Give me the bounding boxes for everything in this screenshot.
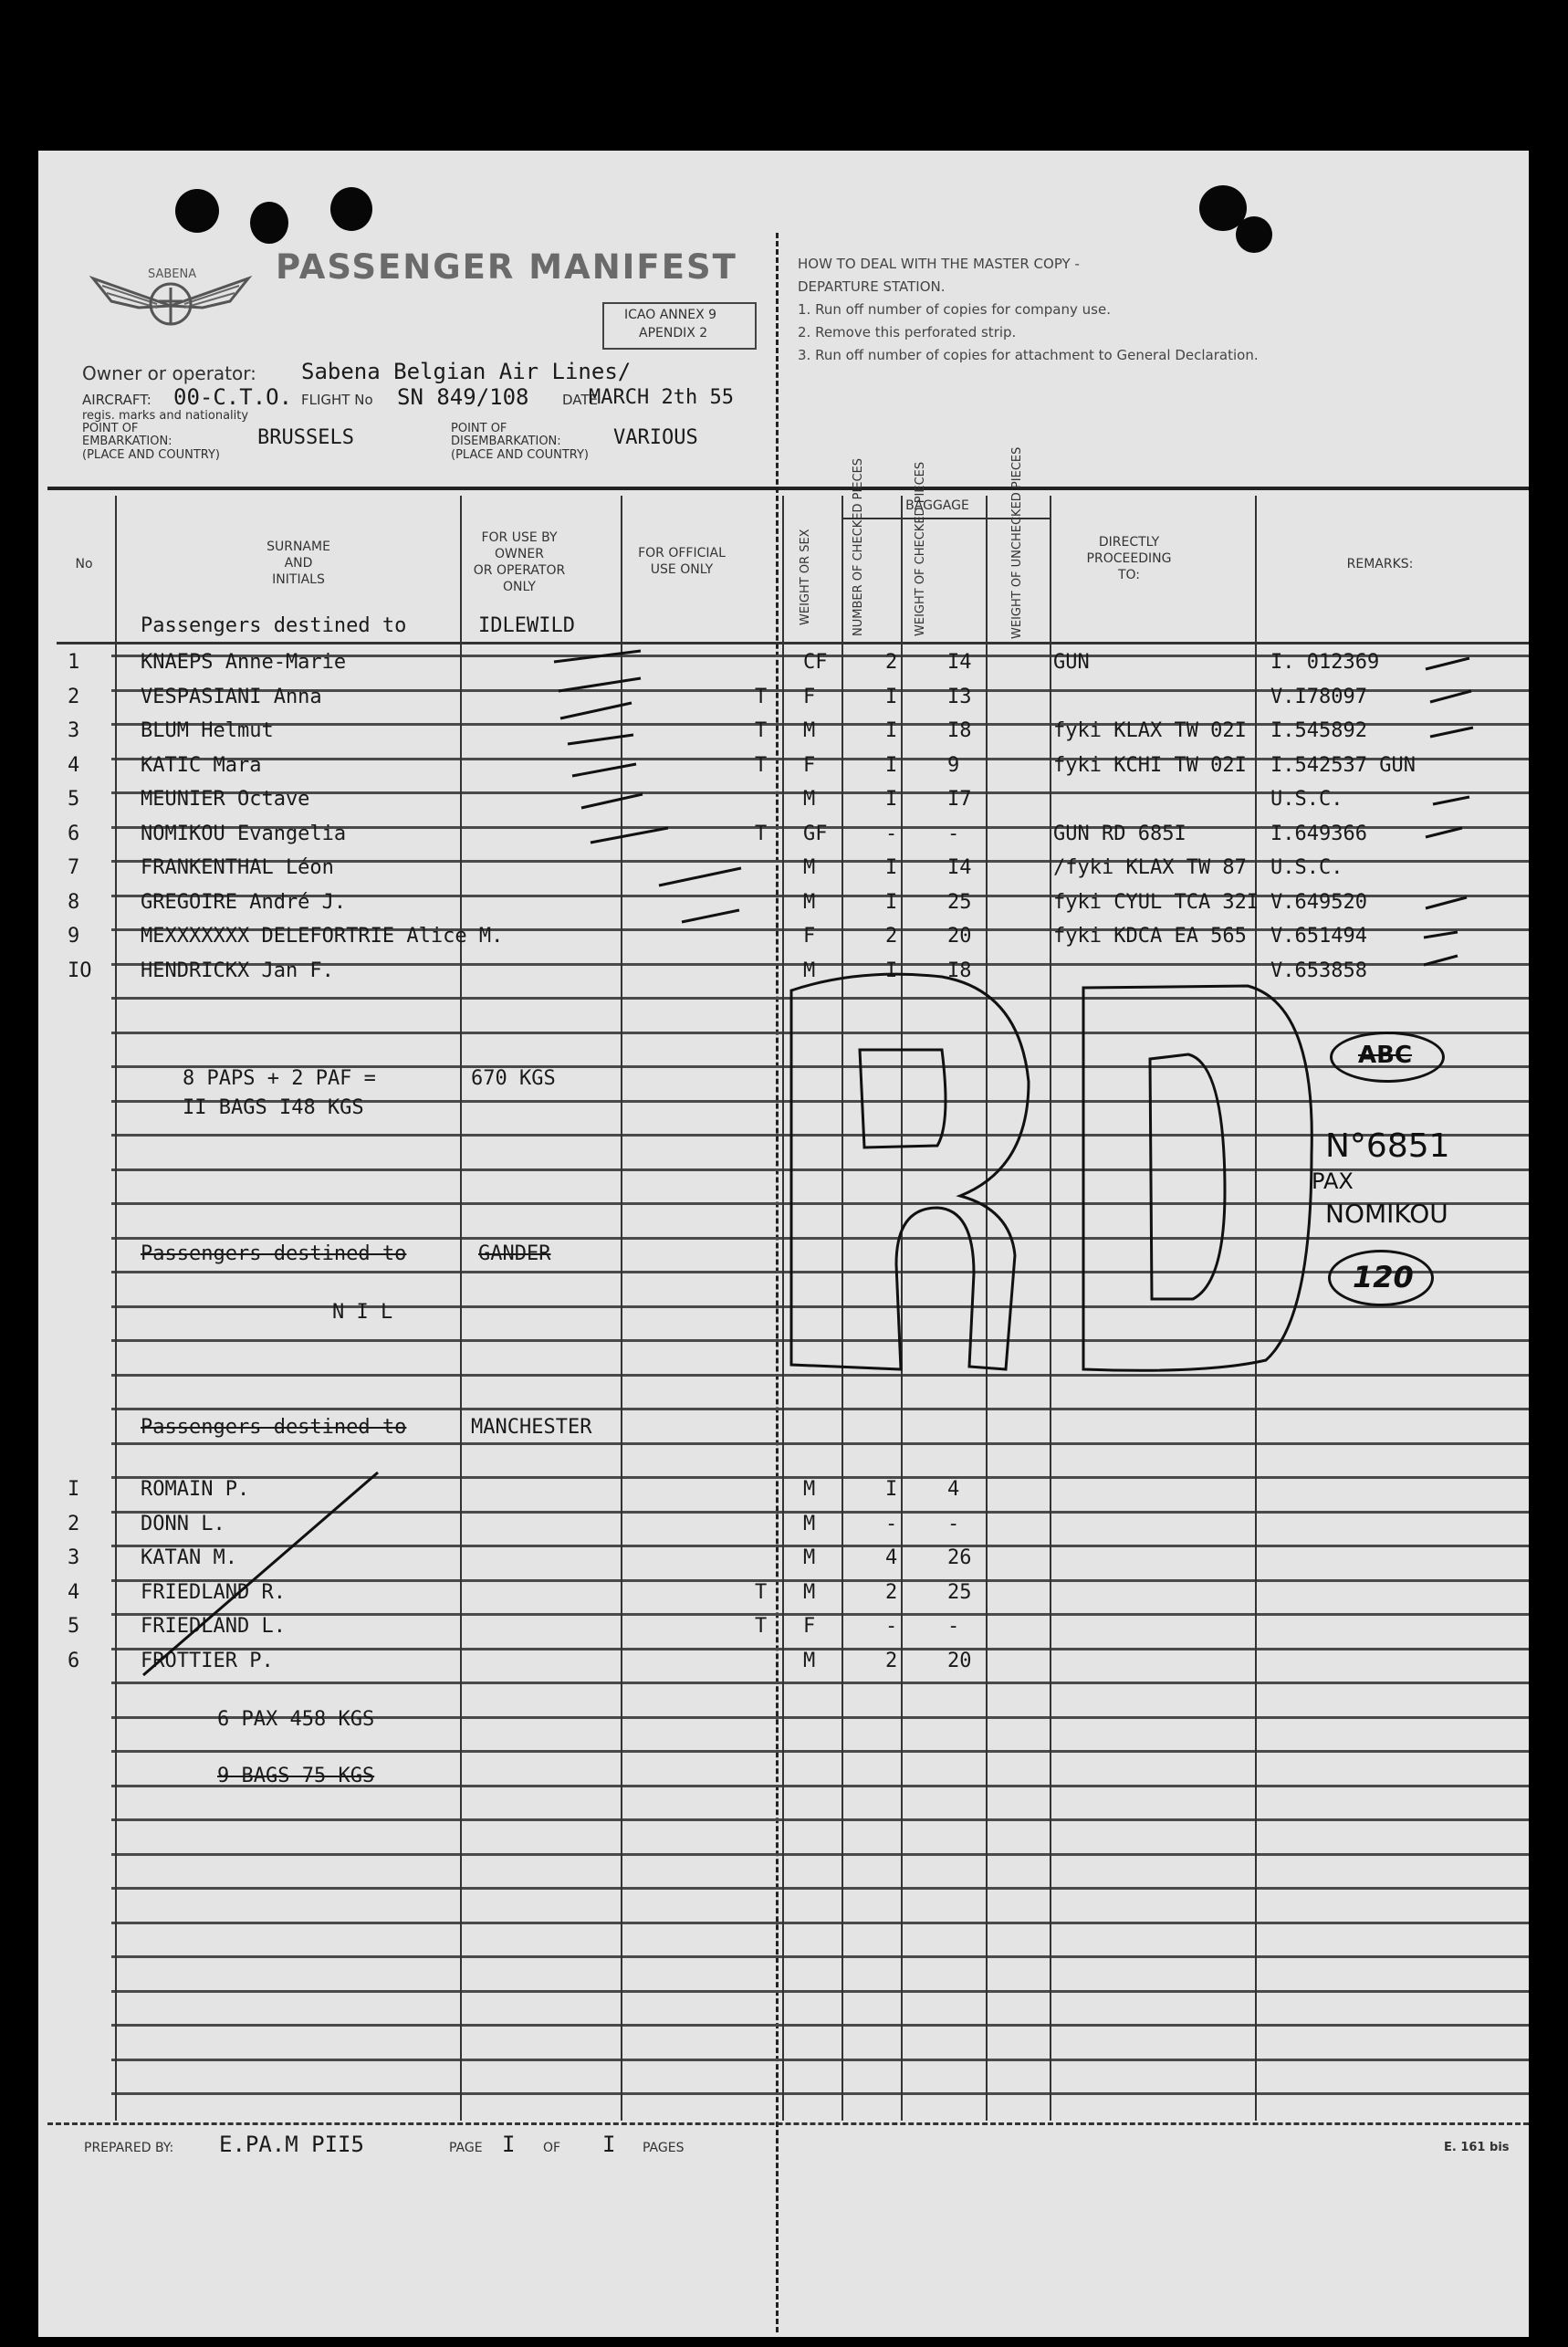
baggage-rule: [841, 518, 1050, 519]
page-value: I: [502, 2132, 516, 2157]
cell-name: GREGOIRE André J.: [141, 890, 347, 914]
table-rule: [111, 1032, 1529, 1034]
cell-name: KATIC Mara: [141, 753, 262, 777]
cell-sex: M: [803, 1580, 816, 1604]
cell-no: 4: [68, 1580, 80, 1604]
cell-remark: U.S.C.: [1270, 856, 1343, 879]
cell-name: FRIEDLAND R.: [141, 1580, 286, 1604]
date-label: DATE: [562, 392, 599, 408]
cell-sex: M: [803, 1649, 816, 1672]
table-rule: [111, 1305, 1529, 1308]
nil-text: N I L: [332, 1301, 393, 1324]
cell-wt: I3: [947, 685, 972, 708]
cell-name: DONN L.: [141, 1512, 225, 1535]
cell-sex: F: [803, 925, 816, 948]
disembark-sub: (PLACE AND COUNTRY): [451, 448, 590, 462]
cell-wt: -: [947, 1512, 960, 1535]
header-rule: [57, 642, 1529, 644]
form-code: E. 161 bis: [1444, 2141, 1510, 2154]
cell-no: 5: [68, 788, 80, 811]
punch-hole: [175, 189, 219, 233]
aircraft-value: 00-C.T.O.: [173, 384, 293, 410]
section-label: Passengers destined to: [141, 614, 407, 637]
table-rule: [111, 1682, 1529, 1684]
flight-label: FLIGHT No: [301, 392, 373, 408]
cell-remark: V.I78097: [1270, 685, 1367, 708]
cell-pcs: I: [885, 685, 898, 708]
col-owner-line: FOR USE BY: [481, 530, 558, 545]
annotation-name: NOMIKOU: [1325, 1199, 1448, 1229]
instruction-line: HOW TO DEAL WITH THE MASTER COPY -: [798, 256, 1080, 272]
total-weight: 670 KGS: [471, 1067, 556, 1090]
table-rule: [111, 2092, 1529, 2095]
annotation-pax: PAX: [1312, 1168, 1354, 1194]
owner-label: Owner or operator:: [82, 362, 256, 384]
table-column-divider: [841, 496, 843, 2121]
date-value: MARCH 2th 55: [589, 386, 734, 409]
cell-sex: M: [803, 1478, 816, 1501]
cell-name: VESPASIANI Anna: [141, 685, 322, 708]
cell-pcs: I: [885, 788, 898, 811]
cell-pcs: 4: [885, 1546, 898, 1569]
cell-sex: M: [803, 1546, 816, 1569]
of-label: OF: [543, 2141, 561, 2155]
col-owner-line: OR OPERATOR: [473, 563, 566, 578]
circled-number: [1328, 1250, 1434, 1306]
cell-pcs: I: [885, 1478, 898, 1501]
cell-no: 2: [68, 1512, 80, 1535]
table-rule: [111, 1237, 1529, 1240]
table-column-divider: [986, 496, 988, 2121]
prepared-label: PREPARED BY:: [84, 2141, 174, 2155]
section-destination: IDLEWILD: [478, 614, 575, 637]
cell-dir: fyki KLAX TW 02I: [1053, 719, 1247, 742]
icao-box: [602, 302, 757, 350]
cell-t: T: [755, 685, 768, 708]
cell-remark: I.542537 GUN: [1270, 753, 1416, 777]
disembark-value: VARIOUS: [613, 426, 698, 449]
col-baggage: BAGGAGE: [905, 498, 969, 513]
cell-no: 1: [68, 651, 80, 674]
table-top-border: [47, 487, 1529, 490]
cell-no: IO: [68, 959, 92, 982]
cell-dir: fyki CYUL TCA 32I: [1053, 890, 1260, 914]
cell-name: HENDRICKX Jan F.: [141, 959, 334, 982]
table-rule: [111, 1818, 1529, 1821]
table-rule: [111, 1955, 1529, 1958]
cell-pcs: -: [885, 1512, 898, 1535]
circled-code: [1330, 1032, 1445, 1083]
col-weight-sex: WEIGHT OR SEX: [799, 529, 812, 625]
cell-pcs: 2: [885, 651, 898, 674]
cell-name: BLUM Helmut: [141, 719, 274, 742]
instruction-line: 3. Run off number of copies for attachment to General Declaration.: [798, 347, 1259, 363]
instruction-line: 1. Run off number of copies for company use.: [798, 301, 1111, 318]
footer-border: [47, 2122, 1529, 2125]
cell-no: 2: [68, 685, 80, 708]
cell-wt: 9: [947, 753, 960, 777]
cell-pcs: I: [885, 890, 898, 914]
col-official-use: [622, 545, 741, 578]
sabena-logo: [84, 251, 257, 342]
cell-wt: 20: [947, 1649, 972, 1672]
cell-no: 3: [68, 719, 80, 742]
table-rule: [111, 1922, 1529, 1924]
table-rule: [111, 1853, 1529, 1856]
cell-wt: 25: [947, 890, 972, 914]
disembark-label-2: DISEMBARKATION:: [451, 435, 561, 448]
cell-sex: M: [803, 719, 816, 742]
col-no: No: [75, 557, 93, 571]
prepared-value: E.PA.M PII5: [219, 2132, 364, 2157]
col-weight-unchecked: WEIGHT OF UNCHECKED PIECES: [1010, 446, 1024, 639]
table-rule: [111, 1476, 1529, 1479]
cell-name: KATAN M.: [141, 1546, 237, 1569]
cell-no: 9: [68, 925, 80, 948]
table-rule: [111, 1990, 1529, 1993]
table-column-divider: [782, 496, 784, 2121]
cell-wt: I4: [947, 651, 972, 674]
cell-no: 5: [68, 1615, 80, 1638]
cell-wt: 25: [947, 1580, 972, 1604]
cell-sex: GF: [803, 822, 828, 845]
cell-wt: I4: [947, 856, 972, 879]
embark-label-1: POINT OF: [82, 422, 139, 435]
cell-dir: GUN RD 685I: [1053, 822, 1186, 845]
cell-sex: M: [803, 959, 816, 982]
cell-pcs: 2: [885, 1649, 898, 1672]
col-surname-line: INITIALS: [272, 572, 325, 587]
aircraft-label: AIRCRAFT:: [82, 392, 152, 408]
embark-sub: (PLACE AND COUNTRY): [82, 448, 221, 462]
table-column-divider: [1050, 496, 1051, 2121]
col-surname-line: SURNAME: [267, 540, 330, 554]
total-line: II BAGS I48 KGS: [183, 1096, 364, 1119]
annotation-number: N°6851: [1325, 1127, 1450, 1165]
col-directly-line: PROCEEDING: [1086, 551, 1172, 566]
instruction-line: DEPARTURE STATION.: [798, 278, 946, 295]
col-directly-line: DIRECTLY: [1098, 535, 1160, 550]
table-column-divider: [901, 496, 903, 2121]
table-column-divider: [1255, 496, 1257, 2121]
disembark-label-1: POINT OF: [451, 422, 507, 435]
table-rule: [111, 1271, 1529, 1273]
wings-icon: [84, 251, 257, 342]
col-directly-line: TO:: [1117, 568, 1141, 582]
cell-name: MEXXXXXXX DELEFORTRIE Alice M.: [141, 925, 504, 948]
table-rule: [111, 1202, 1529, 1205]
col-directly: [1079, 534, 1179, 583]
table-column-divider: [115, 496, 117, 2121]
cell-sex: M: [803, 890, 816, 914]
cell-pcs: I: [885, 719, 898, 742]
cell-no: 6: [68, 1649, 80, 1672]
table-rule: [111, 1648, 1529, 1650]
perforation-line: [776, 233, 779, 2332]
icao-annex: ICAO ANNEX 9: [624, 308, 717, 322]
col-number-checked: NUMBER OF CHECKED PIECES: [852, 457, 865, 636]
icao-appendix: APENDIX 2: [639, 326, 708, 341]
cell-t: T: [755, 753, 768, 777]
section-destination: MANCHESTER: [471, 1416, 592, 1439]
cell-name: ROMAIN P.: [141, 1478, 250, 1501]
cell-wt: 20: [947, 925, 972, 948]
cell-wt: 26: [947, 1546, 972, 1569]
cell-sex: F: [803, 1615, 816, 1638]
cell-no: 6: [68, 822, 80, 845]
logo-text: SABENA: [148, 267, 197, 281]
cell-dir: fyki KCHI TW 02I: [1053, 753, 1247, 777]
col-official-line: USE ONLY: [650, 562, 714, 577]
total-line: 8 PAPS + 2 PAF =: [183, 1067, 376, 1090]
cell-remark: I. 012369: [1270, 651, 1380, 674]
total-line: 6 PAX 458 KGS: [217, 1708, 375, 1731]
of-value: I: [602, 2132, 616, 2157]
cell-remark: U.S.C.: [1270, 788, 1343, 811]
table-rule: [111, 2059, 1529, 2061]
cell-t: T: [755, 1615, 768, 1638]
cell-wt: -: [947, 822, 960, 845]
cell-sex: M: [803, 856, 816, 879]
cell-dir: GUN: [1053, 651, 1090, 674]
circled-code-text: ABC: [1358, 1042, 1413, 1069]
col-surname-line: AND: [284, 556, 313, 571]
table-rule: [111, 997, 1529, 1000]
flight-value: SN 849/108: [397, 384, 529, 410]
manifest-paper: [38, 151, 1529, 2337]
cell-name: NOMIKOU Evangelia: [141, 822, 347, 845]
cell-no: 8: [68, 890, 80, 914]
cell-name: FROTTIER P.: [141, 1649, 274, 1672]
punch-hole: [250, 202, 288, 244]
cell-sex: F: [803, 685, 816, 708]
table-rule: [111, 1408, 1529, 1410]
table-rule: [111, 1442, 1529, 1445]
cell-no: 7: [68, 856, 80, 879]
cell-remark: V.649520: [1270, 890, 1367, 914]
cell-sex: M: [803, 1512, 816, 1535]
cell-sex: M: [803, 788, 816, 811]
table-rule: [111, 1613, 1529, 1616]
cell-wt: I8: [947, 959, 972, 982]
table-rule: [111, 1339, 1529, 1342]
col-official-line: FOR OFFICIAL: [638, 546, 726, 561]
page-title: PASSENGER MANIFEST: [276, 247, 737, 287]
table-rule: [111, 1134, 1529, 1137]
cell-no: 4: [68, 753, 80, 777]
table-rule: [111, 1579, 1529, 1582]
cell-sex: F: [803, 753, 816, 777]
aircraft-sub: regis. marks and nationality: [82, 409, 249, 423]
table-rule: [111, 1511, 1529, 1514]
table-rule: [111, 1887, 1529, 1890]
table-column-divider: [621, 496, 622, 2121]
section-label: Passengers destined to: [141, 1242, 407, 1265]
cell-remark: I.545892: [1270, 719, 1367, 742]
cell-wt: -: [947, 1615, 960, 1638]
total-line: 9 BAGS 75 KGS: [217, 1765, 375, 1787]
table-rule: [111, 1374, 1529, 1377]
cell-pcs: -: [885, 1615, 898, 1638]
instruction-line: 2. Remove this perforated strip.: [798, 324, 1017, 341]
cell-t: T: [755, 822, 768, 845]
cell-remark: I.649366: [1270, 822, 1367, 845]
cell-wt: 4: [947, 1478, 960, 1501]
cell-dir: fyki KDCA EA 565: [1053, 925, 1247, 948]
cell-name: FRIEDLAND L.: [141, 1615, 286, 1638]
pages-label: PAGES: [643, 2141, 685, 2155]
cell-remark: V.653858: [1270, 959, 1367, 982]
col-owner-use: [460, 529, 579, 595]
circled-number-text: 120: [1353, 1260, 1414, 1294]
cell-t: T: [755, 1580, 768, 1604]
embark-value: BRUSSELS: [257, 426, 354, 449]
cell-t: T: [755, 719, 768, 742]
table-column-divider: [460, 496, 462, 2121]
cell-name: FRANKENTHAL Léon: [141, 856, 334, 879]
cell-sex: CF: [803, 651, 828, 674]
cell-remark: V.651494: [1270, 925, 1367, 948]
col-owner-line: OWNER: [495, 547, 544, 561]
table-rule: [111, 1545, 1529, 1547]
cell-no: I: [68, 1478, 80, 1501]
punch-hole: [330, 187, 372, 231]
col-remarks: REMARKS:: [1346, 557, 1414, 571]
table-rule: [111, 1750, 1529, 1753]
col-owner-line: ONLY: [503, 580, 536, 594]
cell-pcs: I: [885, 856, 898, 879]
section-destination: GANDER: [478, 1242, 551, 1265]
cell-pcs: 2: [885, 1580, 898, 1604]
cell-pcs: I: [885, 753, 898, 777]
col-surname: [253, 539, 344, 588]
col-weight-checked: WEIGHT OF CHECKED PIECES: [914, 461, 927, 636]
cell-no: 3: [68, 1546, 80, 1569]
cell-name: KNAEPS Anne-Marie: [141, 651, 347, 674]
cell-pcs: 2: [885, 925, 898, 948]
punch-hole: [1236, 216, 1272, 253]
cell-pcs: -: [885, 822, 898, 845]
cell-wt: I8: [947, 719, 972, 742]
cell-wt: I7: [947, 788, 972, 811]
cell-dir: /fyki KLAX TW 87: [1053, 856, 1247, 879]
table-rule: [111, 2024, 1529, 2027]
page-label: PAGE: [449, 2141, 483, 2155]
section-label: Passengers destined to: [141, 1416, 407, 1439]
embark-label-2: EMBARKATION:: [82, 435, 172, 448]
cell-pcs: I: [885, 959, 898, 982]
cell-name: MEUNIER Octave: [141, 788, 310, 811]
owner-value: Sabena Belgian Air Lines/: [301, 359, 632, 384]
